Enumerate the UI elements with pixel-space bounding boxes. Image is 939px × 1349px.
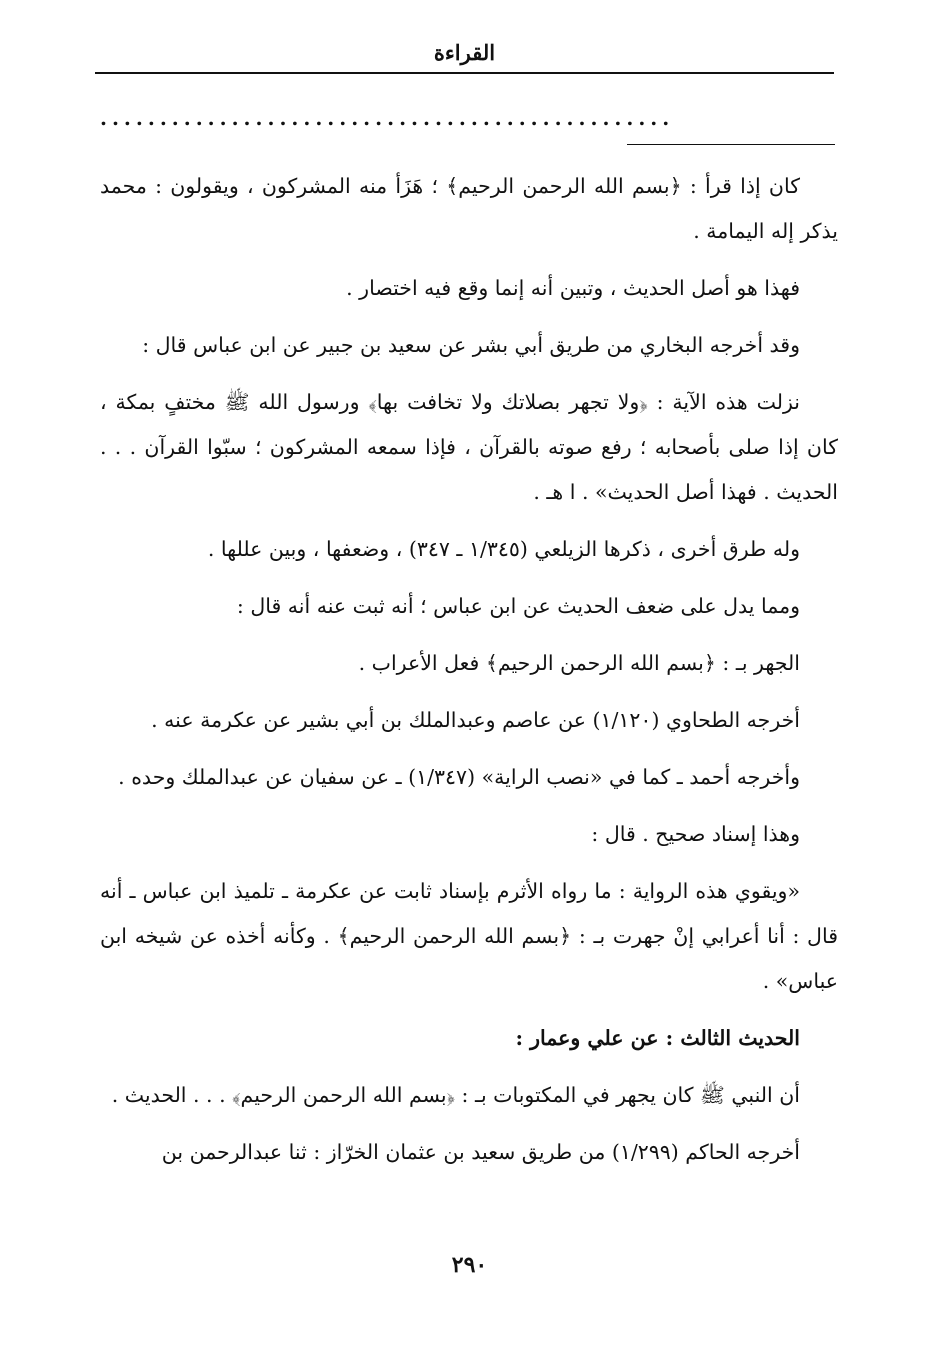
footnote-dots: ................................................ [100,108,675,128]
paragraph-7: الجهر بـ : ﴿بسم الله الرحمن الرحيم﴾ فعل الأعراب . [358,651,800,675]
paragraph-2: فهذا هو أصل الحديث ، وتبين أنه إنما وقع فيه اختصار . [346,276,800,300]
paragraph-9: وأخرجه أحمد ـ كما في «نصب الراية» (١/٣٤٧) ـ عن سفيان عن عبدالملك وحده . [118,765,800,789]
footnote-separator-rule [627,144,835,145]
body-text [100,164,838,1187]
paragraph-10: وهذا إسناد صحيح . قال : [591,822,800,846]
paragraph-3: وقد أخرجه البخاري من طريق أبي بشر عن سعيد بن جبير عن ابن عباس قال : [142,333,800,357]
paragraph-5: وله طرق أخرى ، ذكرها الزيلعي (١/٣٤٥ ـ ٣٤٧) ، وضعفها ، وبين عللها . [207,537,800,561]
paragraph-14: أخرجه الحاكم (١/٢٩٩) من طريق سعيد بن عثمان الخرّاز : ثنا عبدالرحمن بن [161,1140,800,1164]
running-title: القراءة [433,40,496,65]
paragraph-8: أخرجه الطحاوي (١/١٢٠) عن عاصم وعبدالملك بن أبي بشير عن عكرمة عنه . [151,708,800,732]
page-number: ٢٩٠ [451,1252,488,1278]
paragraph-6: ومما يدل على ضعف الحديث عن ابن عباس ؛ أنه ثبت عنه أنه قال : [236,594,800,618]
header-rule [95,72,834,74]
paragraph-13: أن النبي ﷺ كان يجهر في المكتوبات بـ : ﴿بسم الله الرحمن الرحيم﴾ . . . الحديث . [111,1083,800,1107]
paragraph-11: «ويقوي هذه الرواية : ما رواه الأثرم بإسناد ثابت عن عكرمة ـ تلميذ ابن عباس ـ أنه قال : أنا أعرابي إنْ جهرت بـ : ﴿بسم الله الرحمن الرحيم﴾ . وكأنه أخذه عن شيخه ابن عباس» . [100,879,838,993]
section-heading: الحديث الثالث : عن علي وعمار : [515,1026,800,1050]
paragraph-4: نزلت هذه الآية : ﴿ولا تجهر بصلاتك ولا تخافت بها﴾ ورسول الله ﷺ مختفٍ بمكة ، كان إذا صلى بأصحابه ؛ رفع صوته بالقرآن ، فإذا سمعه المشركون ؛ سبّوا القرآن . . . الحديث . فهذا أصل الحديث» . ا هـ . [100,390,838,504]
paragraph-1: كان إذا قرأ : ﴿بسم الله الرحمن الرحيم﴾ ؛ هَزَأ منه المشركون ، ويقولون : محمد يذكر إله اليمامة . [100,174,838,243]
